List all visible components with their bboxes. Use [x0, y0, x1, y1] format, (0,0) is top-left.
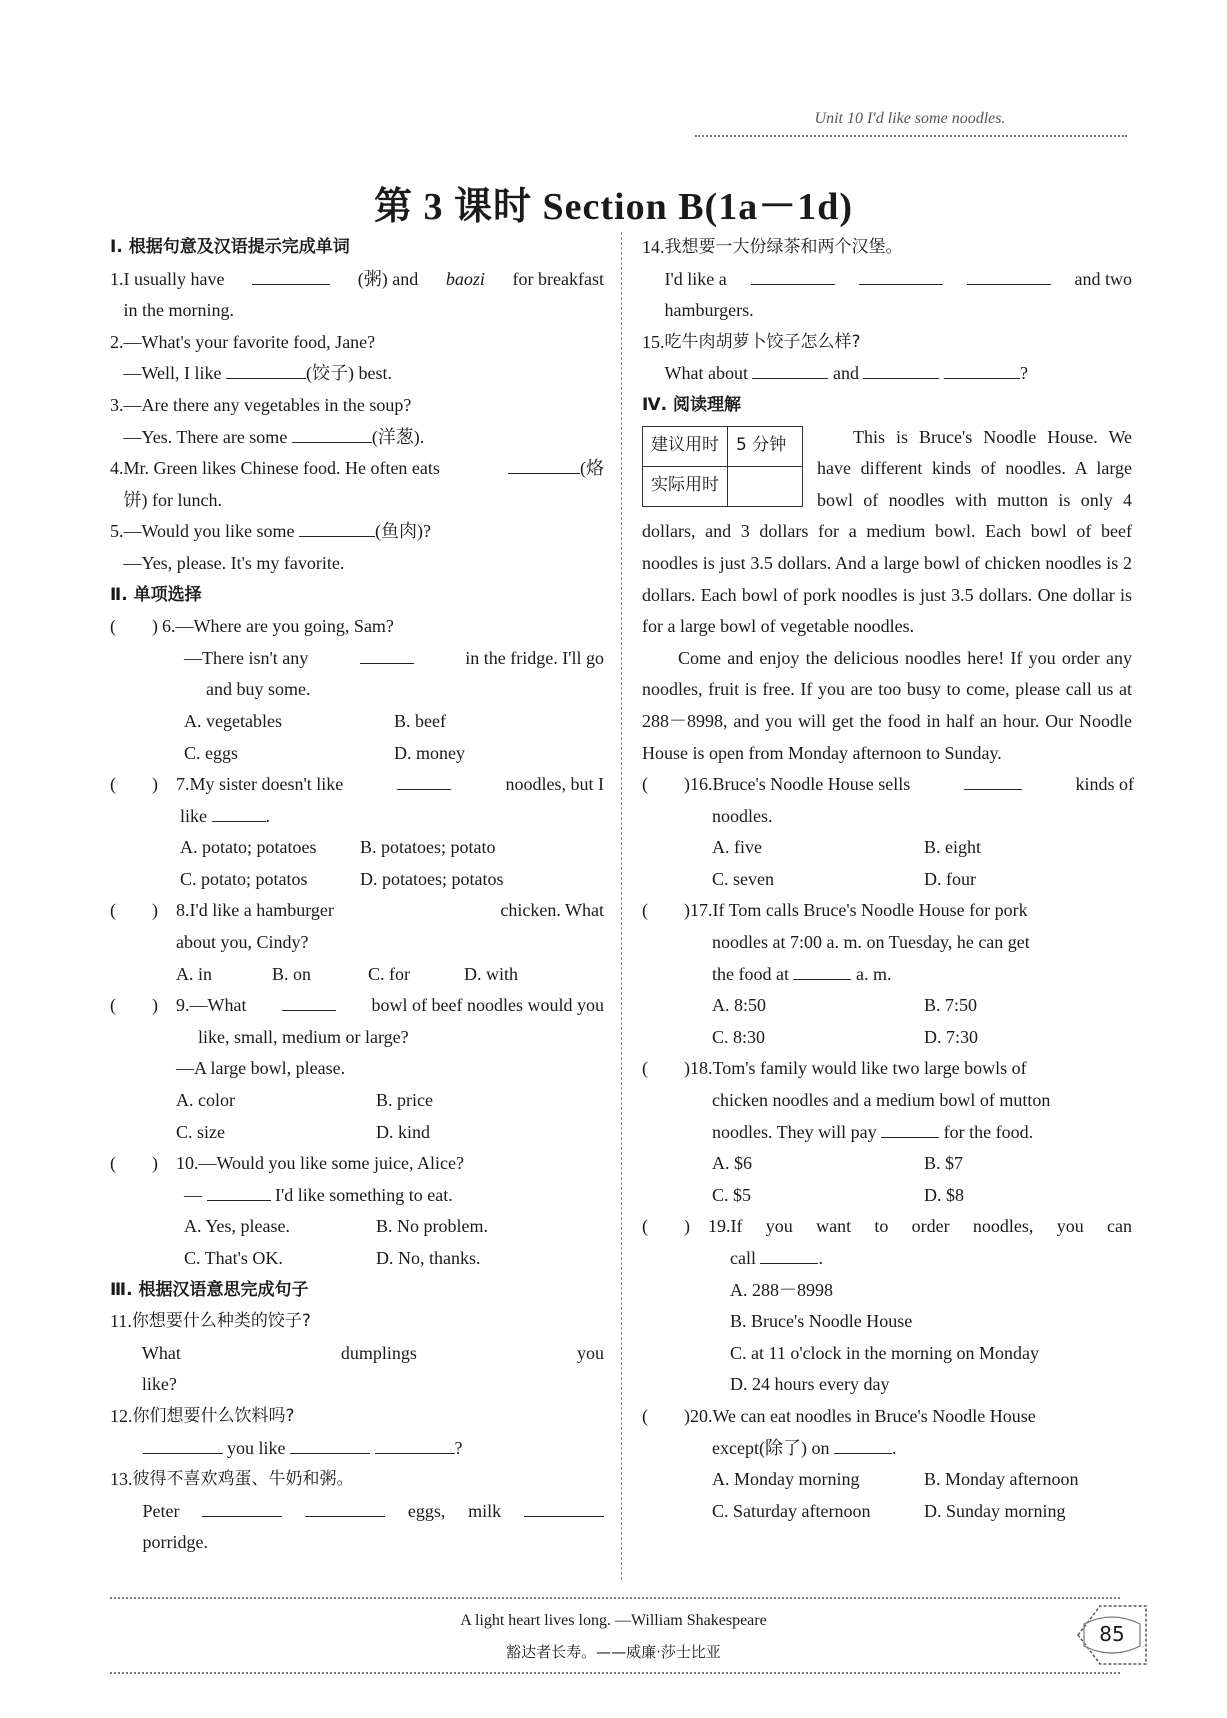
column-divider [621, 232, 622, 1580]
question-19: ( ) 19. If you want to order noodles, you can call . A. 288－8998 B. Bruce's Noodle House C. at 11 o'clock in the morning on Monday D. 24 hours every day [642, 1211, 1132, 1401]
footer-divider-bottom [110, 1672, 1120, 1674]
actual-time-field[interactable] [728, 466, 803, 506]
question-18: ( ) 18.Tom's family would like two large bowls of chicken noodles and a medium bowl of mutton noodles. They will pay for the food. A. $6 B. $7 C. $5 D. $8 [642, 1053, 1132, 1211]
answer-blank[interactable] [207, 1180, 271, 1201]
right-column [642, 232, 1132, 1527]
question-12: 12. 你们想要什么饮料吗? you like ? [110, 1405, 463, 1458]
question-9: ( ) 9.—What bowl of beef noodles would you like, small, medium or large? —A large bowl, please. A. color B. price C. size D. kind [110, 990, 604, 1148]
question-3: 3. —Are there any vegetables in the soup? —Yes. There are some (洋葱). [110, 394, 425, 447]
question-16: ( ) 16.Bruce's Noodle House sells kinds of noodles. A. five B. eight C. seven D. four [642, 769, 1132, 895]
question-1: 1. I usually have (粥) and baozi for breakfast in the morning. [110, 264, 604, 327]
section-heading-3: Ⅲ. 根据汉语意思完成句子 [110, 1279, 309, 1300]
answer-blank[interactable] [967, 264, 1051, 285]
footer-quote-cn: 豁达者长寿。——威廉·莎士比亚 [506, 1643, 721, 1661]
answer-bracket[interactable]: ( ) [110, 774, 158, 795]
answer-blank[interactable] [881, 1117, 939, 1138]
question-4: 4. Mr. Green likes Chinese food. He often eats (烙 饼) for lunch. [110, 453, 604, 516]
answer-blank[interactable] [760, 1243, 818, 1264]
answer-blank[interactable] [305, 1496, 385, 1517]
question-11: 11. 你想要什么种类的饺子? What dumplings you like? [110, 1311, 604, 1395]
answer-blank[interactable] [751, 264, 835, 285]
footer-quote-en: A light heart lives long. —William Shakespeare [460, 1612, 767, 1629]
header-divider [695, 135, 1127, 137]
answer-blank[interactable] [397, 769, 451, 790]
answer-blank[interactable] [384, 895, 450, 915]
question-5: 5. —Would you like some (鱼肉)? —Yes, please. It's my favorite. [110, 516, 604, 579]
running-header: Unit 10 I'd like some noodles. [814, 110, 1006, 127]
question-13: 13. 彼得不喜欢鸡蛋、牛奶和粥。 Peter eggs, milk porridge. [110, 1464, 604, 1559]
question-20: ( ) 20.We can eat noodles in Bruce's Noodle House except(除了) on . A. Monday morning B. Monday afternoon C. Saturday afternoon D. Sunday morning [642, 1401, 1132, 1527]
reading-passage-2: Come and enjoy the delicious noodles here! If you order any noodles, fruit is free. If you are too busy to come, please call us at 288－8998, and you will get the food in half an hour. Our Noodle House is open from Monday afternoon to Sunday. [642, 647, 1132, 763]
page-number: 85 [1099, 1622, 1125, 1646]
answer-bracket[interactable]: ( ) [642, 774, 690, 795]
answer-blank[interactable] [508, 453, 580, 474]
answer-blank[interactable] [212, 801, 266, 822]
answer-blank[interactable] [964, 769, 1022, 790]
reading-passage: 建议用时 5 分钟 实际用时 This is Bruce's Noodle House. We have different kinds of noodles. A large bowl of noodles with mutton is only 4 dollars, and 3 dollars for a medium bowl. Each bowl of beef noodles is just 3.5 dollars. And a large bowl of chicken noodles is 2 dollars. Each bowl of pork noodles is just 3.5 dollars. One dollar is for a large bowl of vegetable noodles. [642, 426, 1132, 637]
question-10: ( ) 10.—Would you like some juice, Alice? — I'd like something to eat. A. Yes, please. B. No problem. C. That's OK. D. No, thanks. [110, 1148, 604, 1274]
answer-bracket[interactable]: ( ) [642, 1216, 690, 1237]
question-8: ( ) 8.I'd like a hamburger chicken. What about you, Cindy? A. in B. on C. for D. with [110, 895, 604, 990]
footer-divider [110, 1597, 1120, 1599]
question-6: ( ) 6.—Where are you going, Sam? —There isn't any in the fridge. I'll go and buy some. A. vegetables B. beef C. eggs D. money [110, 611, 604, 769]
answer-blank[interactable] [290, 1433, 370, 1454]
left-column [110, 232, 604, 1559]
question-7: ( ) 7.My sister doesn't like noodles, but I like . A. potato; potatoes B. potatoes; potato C. potato; potatos D. potatoes; potatos [110, 769, 604, 895]
answer-bracket[interactable]: ( ) [110, 995, 158, 1016]
answer-bracket[interactable]: ( ) [110, 900, 158, 921]
answer-blank[interactable] [282, 990, 336, 1011]
answer-blank[interactable] [944, 358, 1020, 379]
answer-blank[interactable] [299, 516, 375, 537]
answer-blank[interactable] [859, 264, 943, 285]
answer-blank[interactable] [793, 959, 851, 980]
question-14: 14. 我想要一大份绿茶和两个汉堡。 I'd like a and two hamburgers. [642, 237, 1132, 321]
page-title: 第 3 课时 Section B(1a－1d) [373, 186, 853, 228]
question-15: 15. 吃牛肉胡萝卜饺子怎么样? What about and ? [642, 331, 1028, 384]
question-17: ( ) 17.If Tom calls Bruce's Noodle House for pork noodles at 7:00 a. m. on Tuesday, he can get the food at a. m. A. 8:50 B. 7:50 C. 8:30 D. 7:30 [642, 895, 1132, 1053]
section-heading-4: Ⅳ. 阅读理解 [642, 394, 742, 415]
question-2: 2. —What's your favorite food, Jane? —Well, I like (饺子) best. [110, 331, 393, 384]
answer-blank[interactable] [863, 358, 939, 379]
answer-blank[interactable] [834, 1433, 892, 1454]
section-heading-1: Ⅰ. 根据句意及汉语提示完成单词 [110, 237, 350, 257]
time-box: 建议用时 5 分钟 实际用时 [642, 426, 803, 507]
answer-bracket[interactable]: ( ) [642, 900, 690, 921]
answer-blank[interactable] [360, 643, 414, 664]
answer-bracket[interactable]: ( ) [642, 1058, 690, 1079]
section-heading-2: Ⅱ. 单项选择 [110, 584, 202, 605]
answer-bracket[interactable]: ( ) [642, 1405, 690, 1426]
answer-blank[interactable] [375, 1433, 455, 1454]
answer-blank[interactable] [252, 264, 330, 285]
answer-blank[interactable] [752, 358, 828, 379]
answer-blank[interactable] [226, 358, 306, 379]
answer-blank[interactable] [524, 1496, 604, 1517]
page-number-badge [1070, 1600, 1154, 1670]
answer-blank[interactable] [292, 422, 372, 443]
answer-bracket[interactable]: ( ) [110, 616, 158, 637]
answer-blank[interactable] [202, 1496, 282, 1517]
answer-bracket[interactable]: ( ) [110, 1153, 158, 1174]
answer-blank[interactable] [143, 1433, 223, 1454]
